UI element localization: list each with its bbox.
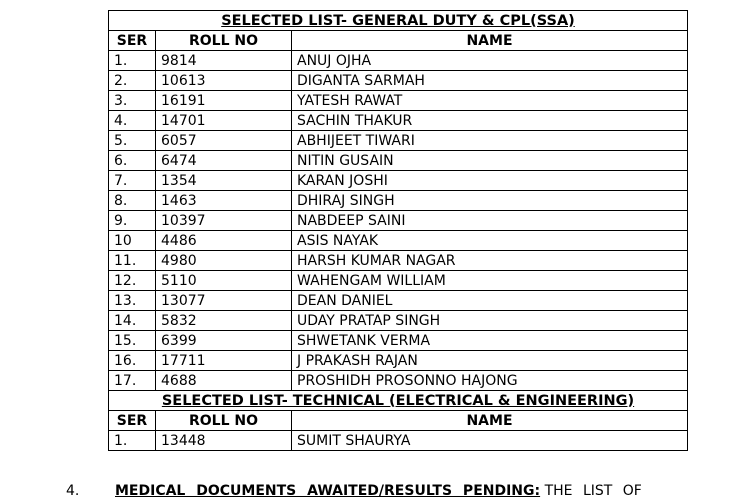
name-cell: NITIN GUSAIN (292, 151, 688, 171)
roll-no-cell: 16191 (156, 91, 292, 111)
name-cell: ASIS NAYAK (292, 231, 688, 251)
section1-title: SELECTED LIST- GENERAL DUTY & CPL(SSA) (109, 11, 688, 31)
roll-no-cell: 13448 (156, 431, 292, 451)
roll-no-header: ROLL NO (156, 411, 292, 431)
ser-cell: 12. (109, 271, 156, 291)
section1-title-row (109, 11, 688, 31)
name-cell: WAHENGAM WILLIAM (292, 271, 688, 291)
ser-cell: 4. (109, 111, 156, 131)
paragraph-4 (66, 482, 692, 500)
table-row (109, 151, 688, 171)
roll-no-cell: 9814 (156, 51, 292, 71)
ser-cell: 15. (109, 331, 156, 351)
name-cell: ABHIJEET TIWARI (292, 131, 688, 151)
name-cell: KARAN JOSHI (292, 171, 688, 191)
table-row (109, 311, 688, 331)
table-row (109, 51, 688, 71)
ser-cell: 8. (109, 191, 156, 211)
ser-cell: 1. (109, 51, 156, 71)
section2-title: SELECTED LIST- TECHNICAL (ELECTRICAL & ENGINEERING) (109, 391, 688, 411)
name-header: NAME (292, 411, 688, 431)
table-row (109, 211, 688, 231)
roll-no-cell: 6399 (156, 331, 292, 351)
roll-no-cell: 1463 (156, 191, 292, 211)
ser-cell: 16. (109, 351, 156, 371)
paragraph-text: THE LIST OF (544, 483, 642, 499)
name-cell: PROSHIDH PROSONNO HAJONG (292, 371, 688, 391)
ser-cell: 9. (109, 211, 156, 231)
section1-header-row (109, 31, 688, 51)
table-row (109, 291, 688, 311)
roll-no-cell: 13077 (156, 291, 292, 311)
selected-list-table (108, 10, 688, 451)
roll-no-cell: 10613 (156, 71, 292, 91)
ser-header: SER (109, 411, 156, 431)
selected-list-body (109, 11, 688, 451)
table-row (109, 371, 688, 391)
ser-cell: 17. (109, 371, 156, 391)
name-cell: DEAN DANIEL (292, 291, 688, 311)
name-cell: NABDEEP SAINI (292, 211, 688, 231)
name-cell: DHIRAJ SINGH (292, 191, 688, 211)
table-row (109, 91, 688, 111)
ser-cell: 3. (109, 91, 156, 111)
paragraph-number: 4. (66, 483, 80, 499)
table-row (109, 351, 688, 371)
name-cell: J PRAKASH RAJAN (292, 351, 688, 371)
table-row (109, 271, 688, 291)
table-row (109, 171, 688, 191)
roll-no-cell: 6057 (156, 131, 292, 151)
name-cell: SACHIN THAKUR (292, 111, 688, 131)
name-cell: SUMIT SHAURYA (292, 431, 688, 451)
ser-cell: 1. (109, 431, 156, 451)
name-cell: UDAY PRATAP SINGH (292, 311, 688, 331)
roll-no-cell: 14701 (156, 111, 292, 131)
table-row (109, 131, 688, 151)
ser-cell: 5. (109, 131, 156, 151)
table-row (109, 231, 688, 251)
ser-cell: 10 (109, 231, 156, 251)
roll-no-cell: 5832 (156, 311, 292, 331)
table-row (109, 111, 688, 131)
section2-header-row (109, 411, 688, 431)
roll-no-cell: 10397 (156, 211, 292, 231)
ser-cell: 6. (109, 151, 156, 171)
ser-cell: 11. (109, 251, 156, 271)
section2-title-row (109, 391, 688, 411)
roll-no-cell: 4688 (156, 371, 292, 391)
paragraph-heading: MEDICAL DOCUMENTS AWAITED/RESULTS PENDING: (115, 483, 541, 499)
roll-no-cell: 17711 (156, 351, 292, 371)
ser-cell: 7. (109, 171, 156, 191)
name-cell: ANUJ OJHA (292, 51, 688, 71)
table-row (109, 431, 688, 451)
name-cell: YATESH RAWAT (292, 91, 688, 111)
ser-header: SER (109, 31, 156, 51)
table-row (109, 331, 688, 351)
name-cell: SHWETANK VERMA (292, 331, 688, 351)
roll-no-cell: 6474 (156, 151, 292, 171)
ser-cell: 14. (109, 311, 156, 331)
table-row (109, 191, 688, 211)
roll-no-header: ROLL NO (156, 31, 292, 51)
table-row (109, 251, 688, 271)
name-header: NAME (292, 31, 688, 51)
roll-no-cell: 4980 (156, 251, 292, 271)
table-row (109, 71, 688, 91)
roll-no-cell: 5110 (156, 271, 292, 291)
name-cell: HARSH KUMAR NAGAR (292, 251, 688, 271)
name-cell: DIGANTA SARMAH (292, 71, 688, 91)
roll-no-cell: 4486 (156, 231, 292, 251)
ser-cell: 13. (109, 291, 156, 311)
roll-no-cell: 1354 (156, 171, 292, 191)
ser-cell: 2. (109, 71, 156, 91)
